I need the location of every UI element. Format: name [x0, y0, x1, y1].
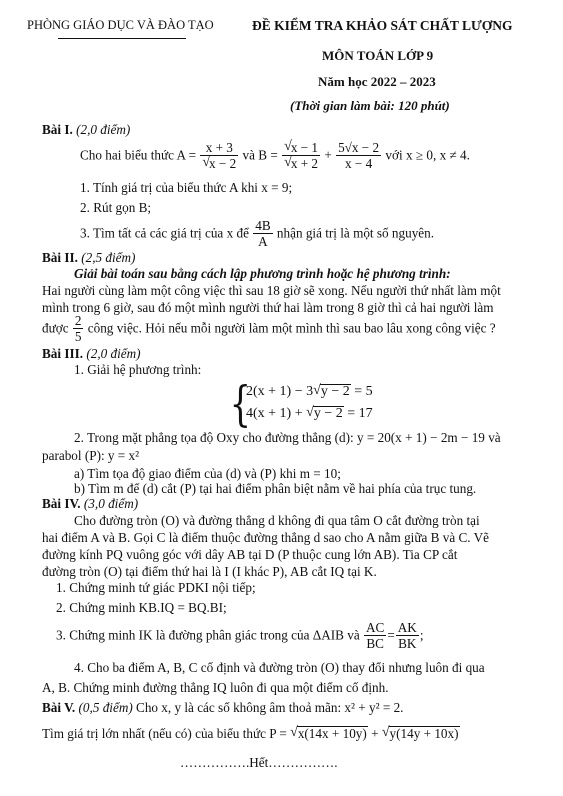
bai1-q3-suffix: nhận giá trị là một số nguyên.	[276, 225, 435, 241]
bai2-line3-prefix: được	[42, 320, 69, 336]
bai5-question-prefix: Tìm giá trị lớn nhất (nếu có) của biểu thức P =	[42, 726, 287, 741]
bai1-and-B: và B =	[242, 147, 278, 163]
bai4-line-2: hai điểm A và B. Gọi C là điểm thuộc đường thẳng d sao cho A nằm giữa B và C. Vẽ	[42, 530, 490, 545]
eq2-left: 4(x + 1) +	[246, 406, 303, 421]
fraction-B2-denominator: x − 4	[344, 156, 373, 171]
bai4-question-2: 2. Chứng minh KB.IQ = BQ.BI;	[56, 600, 227, 615]
eq2-radicand: y − 2	[313, 406, 343, 421]
fraction-B1-numerator: √x − 1	[284, 139, 319, 155]
fraction-AC-numerator: AC	[366, 620, 385, 635]
eq1-right: = 5	[354, 384, 373, 399]
fraction-4B-numerator: 4B	[255, 218, 271, 233]
sqrt-icon: √	[381, 725, 390, 740]
department-name: PHÒNG GIÁO DỤC VÀ ĐÀO TẠO	[27, 18, 214, 32]
fraction-A-denominator: A	[258, 234, 268, 249]
plus-sign: +	[371, 726, 379, 741]
bai1-condition: với x ≥ 0, x ≠ 4.	[385, 147, 470, 163]
bai1-question-3	[80, 218, 434, 249]
sqrt-icon: √	[284, 155, 292, 170]
fraction-AK-over-BK	[396, 620, 419, 651]
bai4-q3-prefix: 3. Chứng minh IK là đường phân giác trong của ΔAIB và	[56, 627, 360, 643]
bai3-question-2b: b) Tìm m để (d) cắt (P) tại hai điểm phân biệt nằm về hai phía của trục tung.	[74, 481, 477, 496]
bai1-heading	[42, 122, 130, 138]
bai1-points: (2,0 điểm)	[76, 122, 131, 137]
bai4-points: (3,0 điểm)	[83, 496, 139, 511]
bai5-points: (0,5 điểm)	[78, 700, 133, 715]
fraction-AC-over-BC	[364, 620, 386, 651]
bai3-question-2-line-2: parabol (P): y = x²	[42, 448, 140, 463]
sqrt-icon: √	[313, 383, 321, 398]
bai4-line-1: Cho đường tròn (O) và đường thẳng d không đi qua tâm O cắt đường tròn tại	[74, 513, 480, 528]
bai3-heading	[42, 346, 141, 362]
bai4-question-4-line-2: A, B. Chứng minh đường thẳng IQ luôn đi qua một điểm cố định.	[42, 680, 389, 695]
eq1-radicand: y − 2	[320, 384, 350, 399]
fraction-BC-denominator: BC	[366, 636, 384, 651]
bai3-question-2a: a) Tìm tọa độ giao điểm của (d) và (P) khi m = 10;	[74, 466, 341, 481]
bai5-heading	[42, 700, 403, 716]
semicolon: ;	[419, 627, 424, 643]
system-equation-1	[246, 384, 373, 400]
bai2-points: (2,5 điểm)	[81, 250, 136, 265]
bai1-question-2: 2. Rút gọn B;	[80, 200, 152, 215]
sqrt-icon: √	[290, 725, 298, 740]
plus-sign: +	[324, 147, 332, 163]
fraction-two-fifths	[73, 313, 84, 344]
exam-subject: MÔN TOÁN LỚP 9	[322, 48, 434, 63]
bai3-question-2-line-1: 2. Trong mặt phẳng tọa độ Oxy cho đường thẳng (d): y = 20(x + 1) − 2m − 19 và	[74, 430, 501, 445]
sqrt-icon: √	[306, 405, 314, 420]
bai5-intro: Cho x, y là các số không âm thoả mãn: x² + y² = 2.	[136, 700, 404, 715]
bai1-intro: Cho hai biểu thức A =	[80, 147, 197, 163]
bai4-title: Bài IV.	[42, 496, 81, 511]
exam-title: ĐỀ KIỂM TRA KHẢO SÁT CHẤT LƯỢNG	[252, 18, 513, 33]
bai4-question-4-line-1: 4. Cho ba điểm A, B, C cố định và đường tròn (O) thay đổi nhưng luôn đi qua	[74, 660, 485, 675]
bai2-line-2: mình trong 6 giờ, sau đó một mình người thứ hai làm trong 8 giờ thì cả hai người làm	[42, 300, 494, 315]
fraction-BK-denominator: BK	[398, 636, 417, 651]
bai5-radical-1: x(14x + 10y)	[297, 726, 367, 741]
school-year: Năm học 2022 – 2023	[318, 74, 436, 89]
bai2-title: Bài II.	[42, 250, 78, 265]
bai5-question	[42, 726, 460, 742]
bai5-radical-2: y(14y + 10x)	[389, 726, 459, 741]
bai1-question-1: 1. Tính giá trị của biểu thức A khi x = 9;	[80, 180, 293, 195]
bai2-line-3	[42, 313, 496, 344]
fraction-4B-over-A	[253, 218, 272, 249]
sqrt-icon: √	[202, 155, 211, 170]
fraction-B2-numerator: 5√x − 2	[338, 140, 380, 155]
bai1-q3-prefix: 3. Tìm tất cả các giá trị của x để	[80, 225, 249, 241]
fraction-AK-numerator: AK	[397, 620, 417, 635]
department-underline	[58, 38, 186, 39]
bai1-title: Bài I.	[42, 122, 73, 137]
bai5-title: Bài V.	[42, 700, 76, 715]
eq1-left: 2(x + 1) − 3	[246, 384, 314, 399]
bai2-heading	[42, 250, 135, 266]
system-brace-icon: {	[229, 376, 251, 432]
bai4-line-3: đường kính PQ vuông góc với dây AB tại D (P thuộc cung lớn AB). Tia CP cắt	[42, 547, 458, 562]
bai2-line3-suffix: công việc. Hỏi nếu mỗi người làm một mình thì sau bao lâu xong công việc ?	[87, 320, 496, 336]
bai4-question-1: 1. Chứng minh tứ giác PDKI nội tiếp;	[56, 580, 256, 595]
fraction-2-numerator: 2	[74, 313, 82, 328]
bai3-points: (2,0 điểm)	[86, 346, 141, 361]
bai2-instruction: Giải bài toán sau bằng cách lập phương trình hoặc hệ phương trình:	[74, 266, 451, 281]
bai1-expressions	[80, 140, 470, 171]
fraction-B1-denominator: √x + 2	[284, 155, 319, 171]
eq2-right: = 17	[347, 406, 373, 421]
system-equation-2	[246, 406, 373, 422]
fraction-B2	[336, 140, 381, 171]
sqrt-icon: √	[284, 139, 292, 154]
fraction-A	[200, 140, 238, 171]
end-marker: …………….Hết…………….	[180, 755, 338, 770]
equals-sign: =	[387, 627, 395, 643]
fraction-B1	[282, 140, 320, 171]
bai4-question-3	[56, 620, 424, 651]
fraction-5-denominator: 5	[74, 329, 82, 344]
bai4-heading	[42, 496, 138, 512]
bai3-question-1: 1. Giải hệ phương trình:	[74, 362, 202, 377]
bai4-line-4: đường tròn (O) tại điểm thứ hai là I (I khác P), AB cắt IQ tại K.	[42, 564, 377, 579]
exam-duration: (Thời gian làm bài: 120 phút)	[290, 98, 450, 113]
bai2-line-1: Hai người cùng làm một công việc thì sau 18 giờ sẽ xong. Nếu người thứ nhất làm một	[42, 283, 501, 298]
fraction-A-numerator: x + 3	[200, 140, 238, 156]
bai3-title: Bài III.	[42, 346, 84, 361]
fraction-A-denominator: √x − 2	[202, 155, 237, 171]
